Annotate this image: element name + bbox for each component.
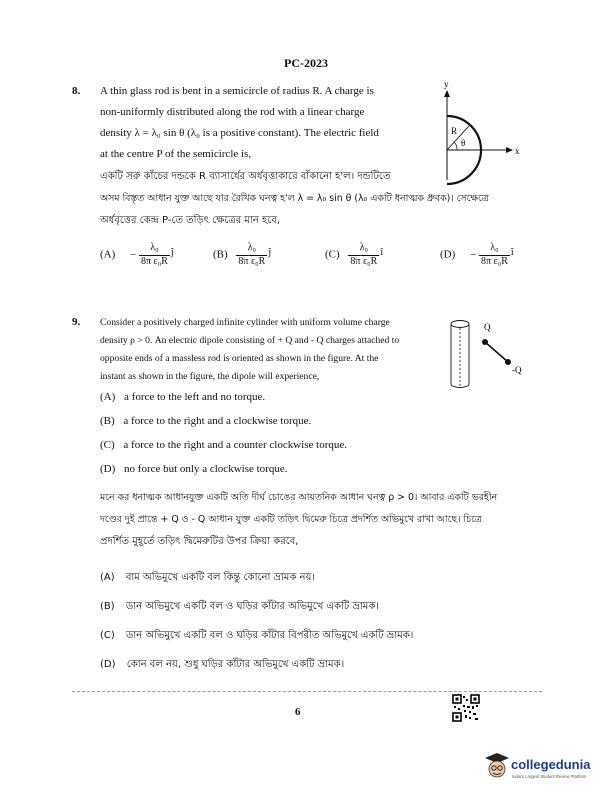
q8-option-c-label: (C)	[325, 248, 340, 261]
q9-plus-charge	[482, 339, 488, 345]
q8-option-d-fraction	[479, 243, 510, 267]
q8-option-d[interactable]	[440, 243, 514, 267]
q8-semicircle-figure	[425, 80, 545, 190]
q9-line-3: opposite ends of a massless rod is oriented as shown in the figure. At the	[100, 353, 379, 364]
page-number: 6	[295, 706, 301, 718]
qr-code-icon	[452, 694, 480, 722]
q8-line-4: at the centre P of the semicircle is,	[100, 148, 252, 160]
q9-option-d[interactable]	[100, 463, 287, 475]
brand-watermark	[484, 751, 609, 787]
q8-option-b[interactable]	[213, 243, 271, 267]
q9-line-4: instant as shown in the figure, the dipole will experience,	[100, 371, 320, 382]
q9-bengali-option-b-text: ডান অভিমুখে একটি বল ও ঘড়ির কাঁটার অভিমুখে একটি ভ্রামক।	[125, 601, 379, 612]
q8-option-d-denominator: 8π ε₀R	[481, 255, 508, 267]
q8-option-a-unit: ĵ	[170, 246, 174, 258]
q9-bengali-option-a[interactable]	[100, 570, 315, 587]
q8-option-d-unit: î	[510, 246, 514, 258]
q9-bengali-option-c[interactable]	[100, 628, 413, 645]
q8-bengali-line-1: একটি সরু কাঁচের দন্ডকে R ব্যাসার্ধের অর্ধবৃত্তাকারে বাঁকানো হ'ল। দন্ডটিতে	[100, 171, 391, 182]
q9-option-c[interactable]	[100, 439, 347, 451]
q8-option-a-fraction	[139, 243, 170, 267]
q8-option-b-label: (B)	[213, 248, 228, 261]
q8-bengali-line-3: অর্ধবৃত্তের কেন্দ্র P-তে তড়িৎ ক্ষেত্রের মান হবে,	[100, 215, 281, 226]
q8-option-c-numerator: λ₀	[348, 243, 379, 256]
q9-option-a-label: (A)	[100, 391, 116, 403]
q8-x-arrow	[506, 147, 513, 153]
brand-tagline: India's Largest Student Review Platform	[512, 774, 587, 779]
q8-option-c-fraction	[348, 243, 379, 267]
q8-option-a[interactable]	[100, 243, 174, 267]
q8-option-c-unit: î	[380, 246, 384, 258]
q9-option-d-text: no force but only a clockwise torque.	[124, 463, 288, 475]
q9-bengali-option-b[interactable]	[100, 599, 379, 616]
q8-option-a-numerator: λ₀	[139, 243, 170, 256]
q8-y-arrow	[444, 90, 450, 97]
q8-line-3: density λ = λ₀ sin θ (λ₀ is a positive constant). The electric field	[100, 127, 379, 139]
q8-option-b-fraction	[236, 243, 267, 267]
q8-bengali-line-2: অসম বিস্তৃত আধান যুক্ত আছে যার রৈখিক ঘনত্ব হ'ল λ = λ₀ sin θ (λ₀ একটি ধনাত্মক ধ্রুবক)। সেক্ষেত্রে	[100, 193, 489, 204]
q9-minus-charge	[505, 359, 511, 365]
q9-bengali-option-d[interactable]	[100, 657, 344, 674]
q9-bengali-option-d-text: কোন বল নয়, শুধু ঘড়ির কাঁটার অভিমুখে একটি ভ্রামক।	[126, 659, 345, 670]
q9-option-b-label: (B)	[100, 415, 115, 427]
q8-line-2: non-uniformly distributed along the rod with a linear charge	[100, 106, 365, 118]
q9-minus-label: -Q	[512, 365, 522, 375]
page-header-code: PC-2023	[284, 56, 328, 70]
q9-cylinder-dipole-figure	[440, 316, 550, 394]
q9-option-b-text: a force to the right and a clockwise torque.	[123, 415, 312, 427]
q9-option-a[interactable]	[100, 391, 265, 403]
q8-option-d-sign: −	[470, 248, 477, 261]
q9-bengali-option-c-text: ডান অভিমুখে একটি বল ও ঘড়ির কাঁটার বিপরীত অভিমুখে একটি ভ্রামক।	[125, 630, 414, 641]
q8-option-a-label: (A)	[100, 248, 116, 261]
q8-option-d-numerator: λ₀	[479, 243, 510, 256]
brand-name: collegedunia	[511, 757, 591, 772]
q9-line-2: density ρ > 0. An electric dipole consisting of + Q and - Q charges attached to	[100, 335, 400, 346]
q8-number: 8.	[72, 85, 81, 97]
q9-bengali-option-a-label: (A)	[100, 572, 115, 583]
q8-y-label: y	[444, 80, 449, 89]
q9-bengali-option-b-label: (B)	[100, 601, 115, 612]
q9-bengali-option-c-label: (C)	[100, 630, 115, 641]
q8-line-1: A thin glass rod is bent in a semicircle of radius R. A charge is	[100, 85, 374, 97]
q8-x-label: x	[515, 146, 520, 156]
q8-option-b-denominator: 8π ε₀R	[238, 255, 266, 267]
q8-option-b-unit: ĵ	[268, 246, 272, 258]
q8-option-a-sign: −	[130, 248, 137, 261]
q9-option-c-text: a force to the right and a counter clockwise torque.	[123, 439, 347, 451]
q9-option-c-label: (C)	[100, 439, 115, 451]
q9-bengali-line-3: প্রদর্শিত মুহূর্তে তড়িৎ দ্বিমেরুটির উপর ক্রিয়া করবে,	[100, 536, 299, 547]
q9-dipole-rod	[485, 342, 508, 362]
q9-bengali-line-1: মনে কর ধনাত্মক আধানযুক্ত একটি অতি দীর্ঘ চোঙের আয়তনিক আধান ঘনত্ব ρ > 0। আবার একটি ভরহীন	[100, 492, 498, 503]
q9-option-b[interactable]	[100, 415, 311, 427]
brand-mascot-logo-icon	[484, 751, 510, 781]
q8-theta-label: θ	[461, 138, 466, 148]
q9-option-a-text: a force to the left and no torque.	[124, 391, 266, 403]
q8-theta-arc	[454, 142, 457, 150]
q8-r-label: R	[451, 126, 458, 136]
q8-option-c-denominator: 8π ε₀R	[350, 255, 378, 267]
q9-bengali-option-a-text: বাম অভিমুখে একটি বল কিন্তু কোনো ভ্রামক নয়।	[125, 572, 315, 583]
q8-option-a-denominator: 8π ε₀R	[141, 255, 168, 267]
q9-bengali-option-d-label: (D)	[100, 659, 116, 670]
q9-number: 9.	[72, 316, 81, 328]
q8-option-c[interactable]	[325, 243, 383, 267]
q9-bengali-line-2: দণ্ডের দুই প্রান্তে + Q ও - Q আধান যুক্ত একটি তড়িৎ দ্বিমেরু চিত্রে প্রদর্শিত অভিমুখে রাখা আছে। চিত্রে	[100, 514, 482, 525]
q9-cylinder-top	[451, 321, 469, 328]
q9-plus-label: Q	[484, 322, 491, 332]
footer-divider	[72, 691, 542, 692]
q8-option-b-numerator: λ₀	[236, 243, 267, 256]
q9-option-d-label: (D)	[100, 463, 116, 475]
q9-line-1: Consider a positively charged infinite cylinder with uniform volume charge	[100, 317, 390, 328]
q8-option-d-label: (D)	[440, 248, 456, 261]
